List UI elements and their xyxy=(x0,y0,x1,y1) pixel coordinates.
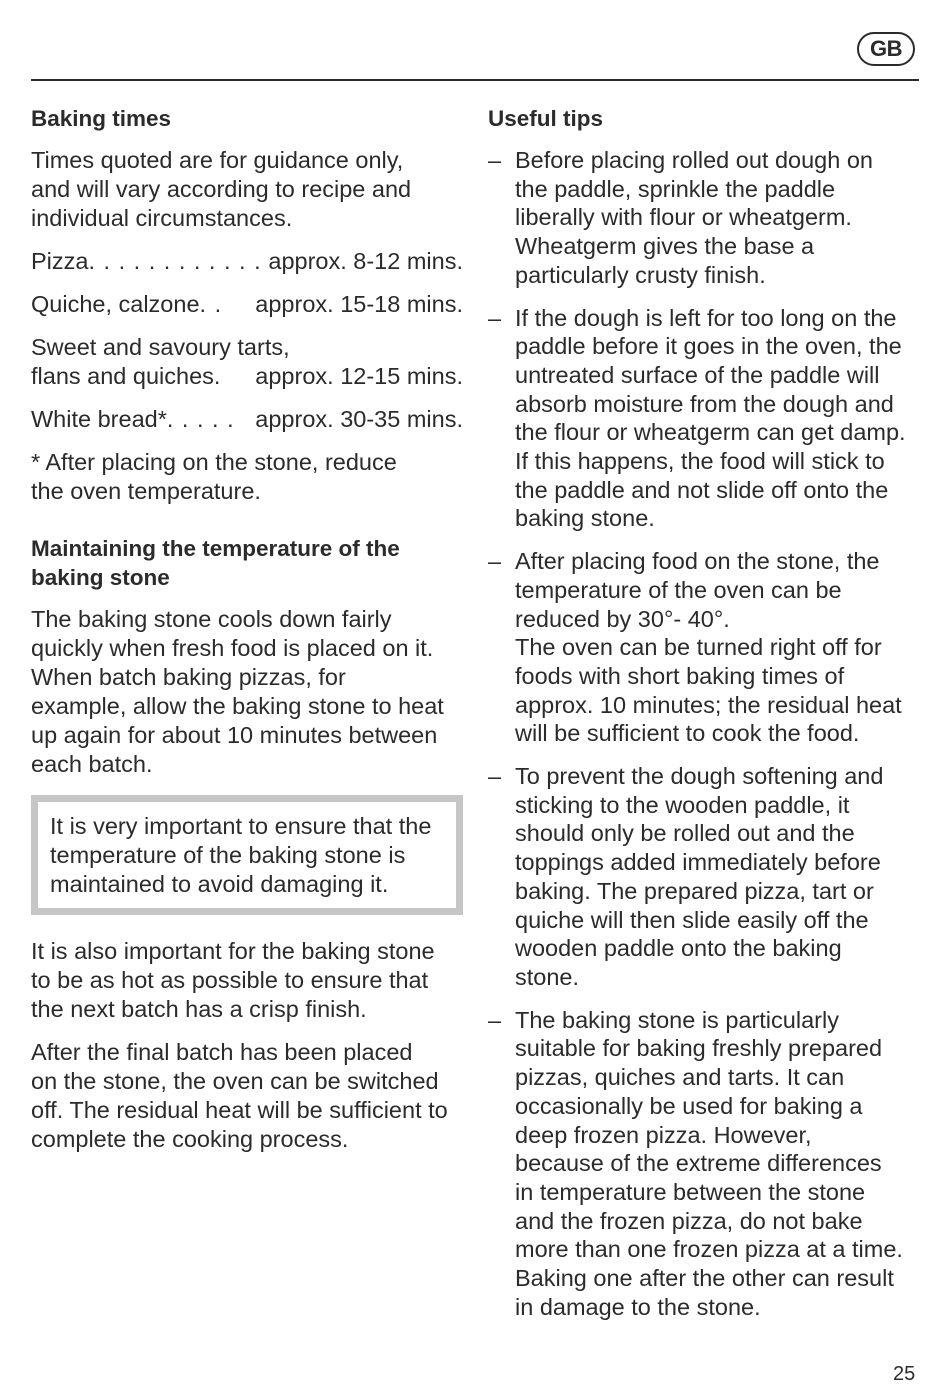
time-label: flans and quiches xyxy=(31,363,214,389)
leader-dots: . . . . . xyxy=(166,406,235,432)
time-label: Quiche, calzone xyxy=(31,291,200,317)
maintaining-paragraph: The baking stone cools down fairly quickly when fresh food is placed on it. When batch baking pizzas, for example, allow the baking stone to heat up again for about 10 minutes between each batch. xyxy=(31,606,444,777)
header-rule xyxy=(31,79,919,81)
tip-item xyxy=(488,762,922,992)
maintaining-heading: Maintaining the temperature of the baking stone xyxy=(31,536,400,590)
leader-dots: . xyxy=(213,363,222,389)
time-value: approx. 12-15 mins. xyxy=(255,363,463,389)
leader-dots: . . . . . . . . . . . . xyxy=(88,248,262,274)
language-badge: GB xyxy=(857,32,915,66)
tip-item xyxy=(488,304,922,534)
time-row-tarts xyxy=(31,362,463,391)
time-row-tarts-line1 xyxy=(31,333,463,362)
left-column xyxy=(31,104,463,1168)
dash-bullet: – xyxy=(488,147,502,173)
tip-text: The baking stone is particularly suitable for baking freshly prepared pizzas, quiches and tarts. It can occasionally be used for baking a deep frozen pizza. However, because of the extreme differences in temperature between the stone and the frozen pizza, do not bake more than one frozen pizza at a time. Baking one after the other can result in damage to the stone. xyxy=(515,1006,903,1320)
right-column xyxy=(488,104,922,1335)
time-row-quiche xyxy=(31,290,463,319)
time-row-white-bread xyxy=(31,405,463,434)
footnote: * After placing on the stone, reduce the oven temperature. xyxy=(31,449,397,504)
dash-bullet: – xyxy=(488,304,502,331)
time-label: Sweet and savoury tarts, xyxy=(31,334,290,360)
time-value: approx. 15-18 mins. xyxy=(255,291,463,317)
tip-text: To prevent the dough softening and sticking to the wooden paddle, it should only be rolled out and the toppings added immediately before baking. The prepared pizza, tart or quiche will then slide easily off the wooden paddle onto the baking stone. xyxy=(515,763,884,990)
time-value: approx. 30-35 mins. xyxy=(255,406,463,432)
tip-item xyxy=(488,1006,922,1322)
tip-text: Before placing rolled out dough on the paddle, sprinkle the paddle liberally with flour or wheatgerm. Wheatgerm gives the base a particularly crusty finish. xyxy=(515,147,873,288)
dash-bullet: – xyxy=(488,1006,502,1033)
baking-times-heading: Baking times xyxy=(31,106,172,131)
tip-text: If the dough is left for too long on the paddle before it goes in the oven, the untreated surface of the paddle will absorb moisture from the dough and the flour or wheatgerm can get damp. If this happens, the food will stick to the paddle and not slide off onto the baking stone. xyxy=(515,304,906,532)
baking-times-intro: Times quoted are for guidance only, and will vary according to recipe and individual circumstances. xyxy=(31,147,412,231)
dash-bullet: – xyxy=(488,548,502,575)
tip-item xyxy=(488,146,922,290)
time-label: Pizza xyxy=(31,248,89,274)
time-value: approx. 8-12 mins. xyxy=(268,248,463,274)
warning-box: It is very important to ensure that the temperature of the baking stone is maintained to avoid damaging it. xyxy=(31,795,463,915)
hot-stone-paragraph: It is also important for the baking stone to be as hot as possible to ensure that the next batch has a crisp finish. xyxy=(31,938,435,1022)
page-number: 25 xyxy=(893,1363,916,1385)
leader-dots: . . xyxy=(199,291,223,317)
tip-text: After placing food on the stone, the temperature of the oven can be reduced by 30°- 40°. The oven can be turned right off for foods with short baking times of approx. 10 minutes; the residual heat will be sufficient to cook the food. xyxy=(515,548,902,747)
tip-item xyxy=(488,547,922,748)
useful-tips-heading: Useful tips xyxy=(488,106,604,131)
dash-bullet: – xyxy=(488,763,502,790)
final-batch-paragraph: After the final batch has been placed on the stone, the oven can be switched off. The residual heat will be sufficient to complete the cooking process. xyxy=(31,1039,448,1152)
time-label: White bread* xyxy=(31,406,167,432)
time-row-pizza xyxy=(31,247,463,276)
